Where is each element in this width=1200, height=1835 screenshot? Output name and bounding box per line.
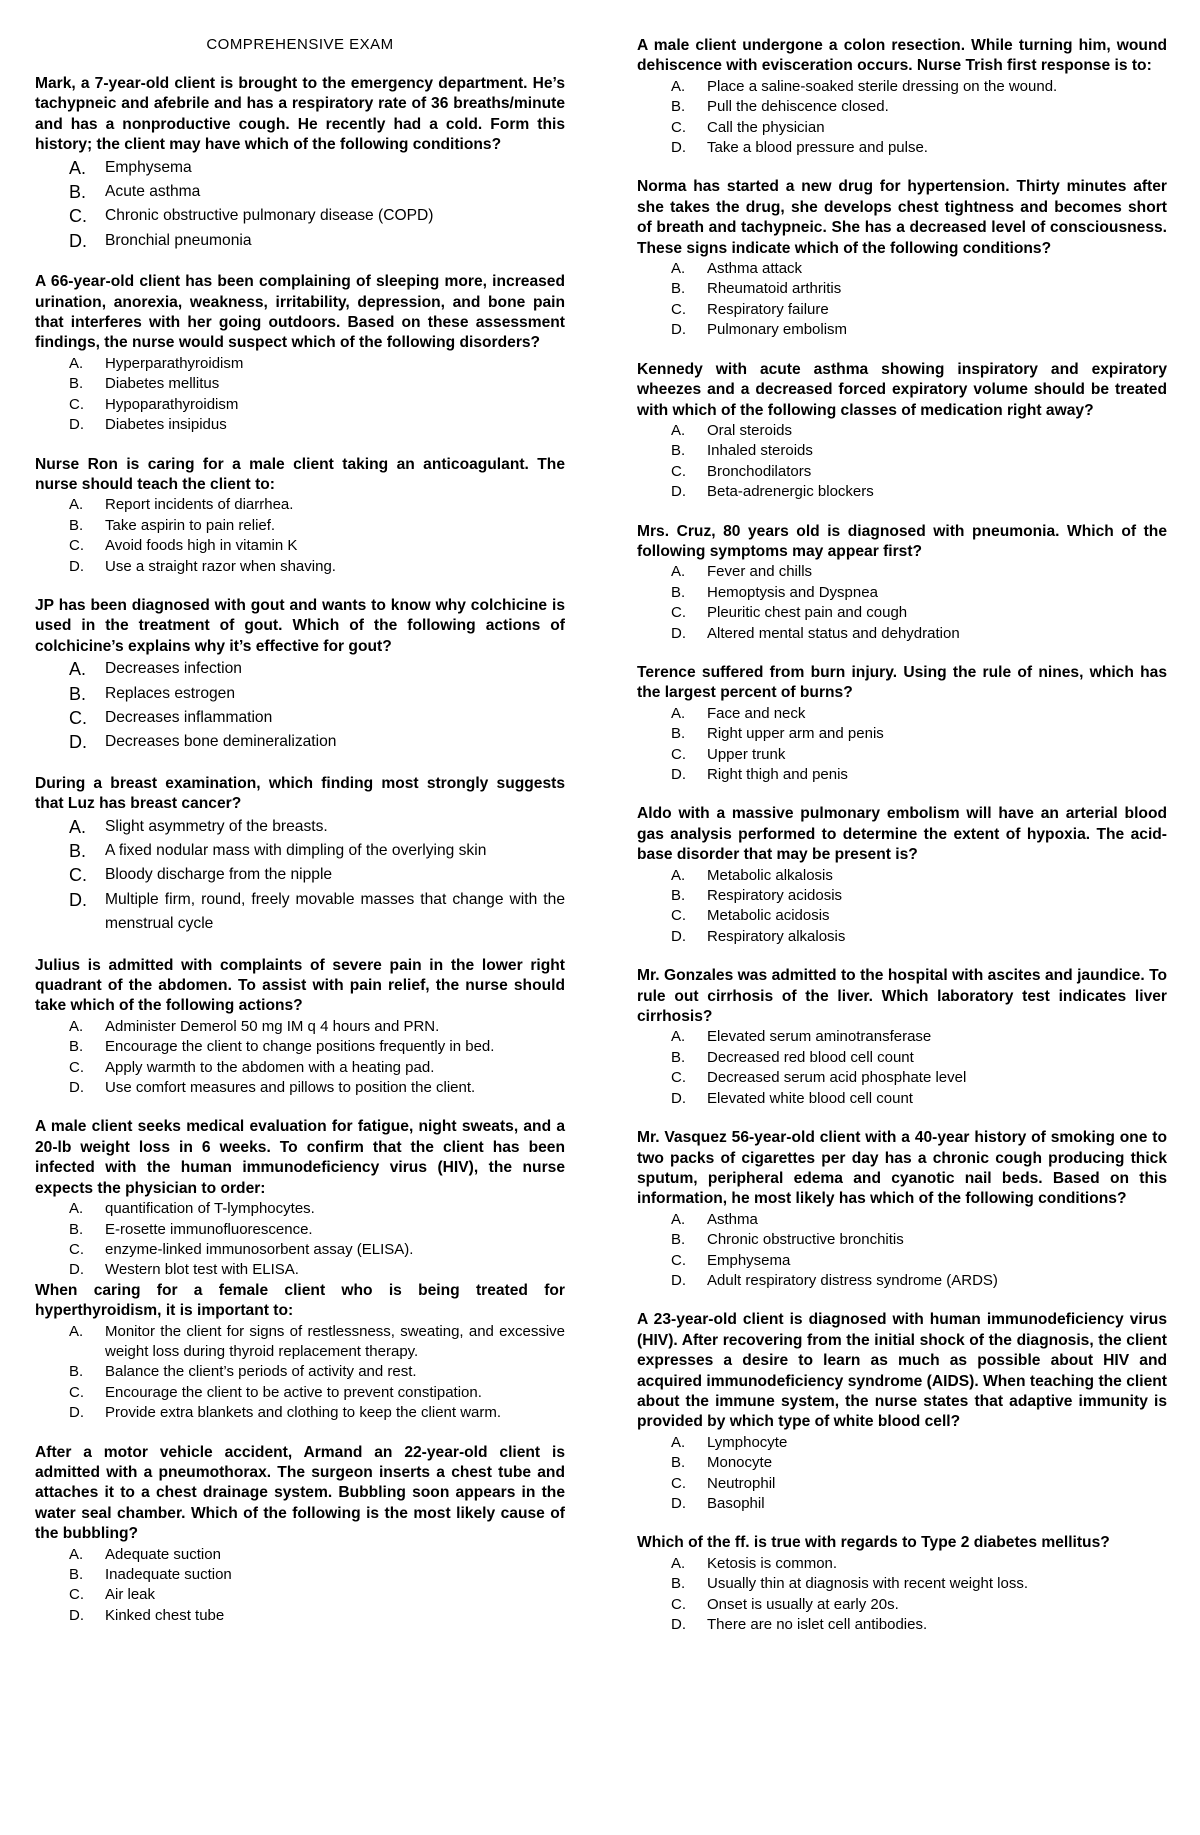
option-text: Provide extra blankets and clothing to keep the client warm. xyxy=(105,1404,502,1422)
option-letter: A. xyxy=(671,1433,686,1451)
option-letter: C. xyxy=(671,745,686,763)
option-letter: D. xyxy=(671,1495,686,1512)
option-letter: A. xyxy=(69,496,84,514)
question-text: A male client seeks medical evaluation for fatigue, night sweats, and a 20-lb weight loss in 6 weeks. To confirm that the client has been infected with the human immunodeficiency virus (HIV), the nurse expects the physician to order: xyxy=(35,1118,565,1197)
option-text: Diabetes insipidus xyxy=(105,416,227,434)
answer-option xyxy=(35,1260,565,1280)
option-text: Slight asymmetry of the breasts. xyxy=(105,817,328,835)
right-question-list xyxy=(637,36,1167,1635)
option-letter: B. xyxy=(69,1363,84,1381)
option-letter: B. xyxy=(69,375,84,393)
question-block xyxy=(637,36,1167,158)
question-text: Mr. Vasquez 56-year-old client with a 40-year history of smoking one to two packs of cigarettes per day has a chronic cough producing thick sputum, peripheral edema and cyanotic nail beds. Based on this information, he most likely has which of the following conditions? xyxy=(637,1129,1167,1208)
question-block xyxy=(637,804,1167,947)
option-text: Asthma attack xyxy=(707,260,803,278)
question-block xyxy=(637,1128,1167,1291)
option-letter: C. xyxy=(69,1586,84,1604)
question-block xyxy=(637,177,1167,340)
option-letter: D. xyxy=(671,624,686,642)
option-text: Monocyte xyxy=(707,1454,773,1472)
answer-option xyxy=(637,906,1167,926)
option-text: Onset is usually at early 20s. xyxy=(707,1595,899,1613)
answer-option xyxy=(35,415,565,435)
option-letter: A. xyxy=(69,1017,84,1035)
question-block xyxy=(35,956,565,1099)
option-text: Administer Demerol 50 mg IM q 4 hours and PRN. xyxy=(105,1017,440,1035)
option-list xyxy=(35,1322,565,1424)
option-text: Metabolic alkalosis xyxy=(707,866,833,884)
option-letter: C. xyxy=(69,1240,84,1258)
option-letter: A. xyxy=(671,563,686,581)
question-block xyxy=(35,774,565,937)
question-block xyxy=(35,1117,565,1280)
option-text: Decreases inflammation xyxy=(105,708,273,726)
option-letter: A. xyxy=(69,659,87,680)
option-letter: D. xyxy=(671,927,686,945)
option-text: Bronchodilators xyxy=(707,462,812,480)
option-letter: A. xyxy=(671,1554,686,1572)
option-text: Call the physician xyxy=(707,118,825,136)
answer-option xyxy=(35,888,565,937)
answer-option xyxy=(637,724,1167,744)
question-text: A 66-year-old client has been complaining of sleeping more, increased urination, anorexia, weakness, irritability, depression, and bone pain that interferes with her going outdoors. Based on these assessment findings, the nurse would suspect which of the following disorders? xyxy=(35,273,565,352)
answer-option xyxy=(35,395,565,415)
answer-option xyxy=(637,138,1167,158)
option-text: Chronic obstructive pulmonary disease (COPD) xyxy=(105,207,434,225)
answer-option xyxy=(35,1220,565,1240)
option-letter: B. xyxy=(69,516,84,534)
option-letter: A. xyxy=(69,354,84,372)
option-letter: C. xyxy=(671,907,686,925)
answer-option xyxy=(35,1403,565,1423)
answer-option xyxy=(35,1362,565,1382)
answer-option xyxy=(35,180,565,204)
option-list xyxy=(35,495,565,577)
option-text: A fixed nodular mass with dimpling of the overlying skin xyxy=(105,842,487,859)
option-letter: D. xyxy=(69,1261,84,1279)
answer-option xyxy=(35,815,565,839)
answer-option xyxy=(637,1271,1167,1291)
question-text: After a motor vehicle accident, Armand an 22-year-old client is admitted with a pneumothorax. The surgeon inserts a chest tube and attaches it to a chest drainage system. Bubbling soon appears in the water seal chamber. Which of the following is the most likely cause of the bubbling? xyxy=(35,1443,565,1543)
option-letter: A. xyxy=(671,704,686,722)
answer-option xyxy=(637,1474,1167,1494)
option-text: Respiratory acidosis xyxy=(707,887,843,905)
option-text: Right thigh and penis xyxy=(707,766,848,783)
option-text: Pulmonary embolism xyxy=(707,321,848,339)
answer-option xyxy=(637,279,1167,299)
question-block xyxy=(35,1281,565,1424)
question-block xyxy=(35,272,565,435)
answer-option xyxy=(35,536,565,556)
question-block xyxy=(35,1443,565,1627)
option-letter: B. xyxy=(671,583,686,601)
option-text: There are no islet cell antibodies. xyxy=(707,1616,928,1634)
answer-option xyxy=(637,1230,1167,1250)
option-letter: B. xyxy=(671,1575,686,1593)
answer-option xyxy=(637,624,1167,644)
option-text: Asthma xyxy=(707,1210,758,1228)
option-text: Use a straight razor when shaving. xyxy=(105,557,336,575)
option-letter: A. xyxy=(671,260,686,278)
option-text: Beta-adrenergic blockers xyxy=(707,483,874,501)
option-text: Pull the dehiscence closed. xyxy=(707,98,889,116)
option-letter: A. xyxy=(671,77,686,95)
question-block xyxy=(637,966,1167,1109)
option-list xyxy=(637,866,1167,948)
option-text: Diabetes mellitus xyxy=(105,375,220,393)
question-text: When caring for a female client who is being treated for hyperthyroidism, it is important to: xyxy=(35,1281,565,1320)
option-list xyxy=(637,704,1167,786)
answer-option xyxy=(637,320,1167,340)
option-letter: C. xyxy=(671,462,686,480)
option-text: Take aspirin to pain relief. xyxy=(105,516,276,534)
option-list xyxy=(35,156,565,254)
answer-option xyxy=(637,1554,1167,1574)
answer-option xyxy=(637,1615,1167,1635)
option-letter: D. xyxy=(69,732,87,753)
page-title: COMPREHENSIVE EXAM xyxy=(206,36,394,53)
left-column xyxy=(35,36,565,1645)
option-text: Face and neck xyxy=(707,704,806,722)
option-text: Decreases bone demineralization xyxy=(105,733,337,751)
answer-option xyxy=(35,706,565,730)
option-list xyxy=(35,815,565,937)
option-text: Place a saline-soaked sterile dressing on the wound. xyxy=(707,77,1058,95)
option-text: Apply warmth to the abdomen with a heating pad. xyxy=(105,1058,435,1076)
answer-option xyxy=(35,156,565,180)
option-text: Adult respiratory distress syndrome (ARDS) xyxy=(707,1271,998,1289)
question-text: During a breast examination, which finding most strongly suggests that Luz has breast cancer? xyxy=(35,774,565,813)
answer-option xyxy=(637,603,1167,623)
question-block xyxy=(35,74,565,253)
question-text: Terence suffered from burn injury. Using the rule of nines, which has the largest percent of burns? xyxy=(637,663,1167,702)
option-text: Encourage the client to be active to prevent constipation. xyxy=(105,1383,482,1401)
answer-option xyxy=(637,704,1167,724)
answer-option xyxy=(637,1453,1167,1473)
option-text: Adequate suction xyxy=(105,1545,221,1563)
option-letter: D. xyxy=(671,1271,686,1289)
option-text: Basophil xyxy=(707,1495,765,1512)
option-letter: B. xyxy=(671,98,686,116)
answer-option xyxy=(35,374,565,394)
option-letter: C. xyxy=(671,1474,686,1492)
answer-option xyxy=(35,730,565,754)
option-letter: C. xyxy=(69,537,84,555)
option-letter: A. xyxy=(69,157,87,178)
answer-option xyxy=(35,495,565,515)
answer-option xyxy=(637,1089,1167,1109)
answer-option xyxy=(35,516,565,536)
option-letter: A. xyxy=(69,1545,84,1563)
answer-option xyxy=(35,1240,565,1260)
option-text: Ketosis is common. xyxy=(707,1554,838,1572)
option-text: Respiratory alkalosis xyxy=(707,927,846,945)
option-text: Fever and chills xyxy=(707,563,813,581)
option-text: Bronchial pneumonia xyxy=(105,231,252,249)
answer-option xyxy=(637,118,1167,138)
question-block xyxy=(35,455,565,577)
answer-option xyxy=(637,745,1167,765)
answer-option xyxy=(637,886,1167,906)
option-letter: C. xyxy=(671,1595,686,1613)
answer-option xyxy=(35,1565,565,1585)
option-text: Avoid foods high in vitamin K xyxy=(105,537,298,555)
option-letter: A. xyxy=(671,1028,686,1046)
option-text: Elevated serum aminotransferase xyxy=(707,1028,932,1046)
answer-option xyxy=(35,682,565,706)
option-list xyxy=(637,1554,1167,1636)
option-text: Use comfort measures and pillows to position the client. xyxy=(105,1079,476,1097)
answer-option xyxy=(637,562,1167,582)
option-text: Emphysema xyxy=(707,1251,791,1269)
answer-option xyxy=(35,1058,565,1078)
option-letter: B. xyxy=(69,841,87,861)
answer-option xyxy=(637,97,1167,117)
question-text: Which of the ff. is true with regards to Type 2 diabetes mellitus? xyxy=(637,1534,1110,1552)
answer-option xyxy=(35,557,565,577)
option-text: quantification of T-lymphocytes. xyxy=(105,1200,315,1218)
question-block xyxy=(637,1310,1167,1514)
option-text: E-rosette immunofluorescence. xyxy=(105,1220,313,1238)
option-letter: A. xyxy=(671,421,686,439)
answer-option xyxy=(35,1585,565,1605)
option-list xyxy=(637,77,1167,159)
question-block xyxy=(637,1533,1167,1635)
option-letter: D. xyxy=(671,1089,686,1107)
option-letter: B. xyxy=(69,683,87,704)
answer-option xyxy=(35,229,565,253)
question-text: A 23-year-old client is diagnosed with human immunodeficiency virus (HIV). After recovering from the initial shock of the diagnosis, the client expresses a desire to learn as much as possible about HIV and acquired immunodeficiency syndrome (AIDS). When teaching the client about the immune system, the nurse states that adaptive immunity is provided by which type of white blood cell? xyxy=(637,1311,1167,1431)
option-letter: D. xyxy=(69,557,84,575)
option-letter: C. xyxy=(671,1069,686,1087)
option-letter: C. xyxy=(671,300,686,318)
question-text: Mrs. Cruz, 80 years old is diagnosed with pneumonia. Which of the following symptoms may appear first? xyxy=(637,522,1167,560)
option-letter: D. xyxy=(69,1404,84,1422)
answer-option xyxy=(35,1606,565,1626)
option-text: Take a blood pressure and pulse. xyxy=(707,139,928,157)
option-text: Decreased serum acid phosphate level xyxy=(707,1069,967,1087)
answer-option xyxy=(637,1048,1167,1068)
option-text: Decreased red blood cell count xyxy=(707,1048,914,1066)
answer-option xyxy=(35,1017,565,1037)
option-letter: B. xyxy=(671,1454,686,1472)
option-text: Emphysema xyxy=(105,158,192,176)
option-text: Acute asthma xyxy=(105,183,201,201)
option-letter: D. xyxy=(69,1079,84,1097)
option-letter: D. xyxy=(69,416,84,434)
option-list xyxy=(35,1545,565,1627)
option-text: Hypoparathyroidism xyxy=(105,395,239,413)
question-block xyxy=(637,360,1167,503)
option-text: Bloody discharge from the nipple xyxy=(105,866,333,884)
question-text: Julius is admitted with complaints of severe pain in the lower right quadrant of the abdomen. To assist with pain relief, the nurse should take which of the following actions? xyxy=(35,956,565,1015)
answer-option xyxy=(35,863,565,887)
option-list xyxy=(637,562,1167,644)
option-text: Western blot test with ELISA. xyxy=(105,1261,299,1279)
answer-option xyxy=(35,657,565,681)
option-list xyxy=(637,421,1167,503)
question-text: Mr. Gonzales was admitted to the hospital with ascites and jaundice. To rule out cirrhosis of the liver. Which laboratory test indicates liver cirrhosis? xyxy=(637,967,1167,1026)
answer-option xyxy=(637,462,1167,482)
answer-option xyxy=(637,927,1167,947)
option-letter: C. xyxy=(671,118,686,136)
option-text: Hyperparathyroidism xyxy=(105,354,244,372)
option-letter: D. xyxy=(671,321,686,339)
answer-option xyxy=(637,1433,1167,1453)
option-text: Multiple firm, round, freely movable masses that change with the menstrual cycle xyxy=(105,890,565,933)
option-text: Monitor the client for signs of restlessness, sweating, and excessive weight loss during thyroid replacement therapy. xyxy=(105,1322,565,1360)
option-list xyxy=(637,1210,1167,1292)
option-letter: C. xyxy=(671,604,686,622)
answer-option xyxy=(637,1210,1167,1230)
option-letter: D. xyxy=(671,139,686,157)
option-letter: C. xyxy=(69,1383,84,1401)
option-text: Inadequate suction xyxy=(105,1566,232,1583)
question-block xyxy=(637,522,1167,644)
option-letter: B. xyxy=(671,887,686,905)
option-letter: C. xyxy=(69,395,84,413)
option-list xyxy=(35,1199,565,1281)
option-letter: D. xyxy=(671,766,686,783)
answer-option xyxy=(637,421,1167,441)
question-text: Kennedy with acute asthma showing inspiratory and expiratory wheezes and a decreased forced expiratory volume should be treated with which of the following classes of medication right away? xyxy=(637,360,1167,419)
option-letter: A. xyxy=(69,1322,84,1340)
answer-option xyxy=(637,765,1167,785)
answer-option xyxy=(35,204,565,228)
option-list xyxy=(637,1433,1167,1515)
option-letter: C. xyxy=(671,1251,686,1269)
option-letter: D. xyxy=(69,230,87,251)
option-letter: C. xyxy=(69,707,87,728)
option-text: Elevated white blood cell count xyxy=(707,1089,913,1107)
option-list xyxy=(35,657,565,755)
option-list xyxy=(637,259,1167,341)
answer-option xyxy=(35,1037,565,1057)
option-letter: B. xyxy=(671,725,686,743)
answer-option xyxy=(637,441,1167,461)
option-text: Decreases infection xyxy=(105,660,242,678)
question-text: Aldo with a massive pulmonary embolism will have an arterial blood gas analysis performed to determine the extent of hypoxia. The acid-base disorder that may be present is? xyxy=(637,805,1167,864)
option-list xyxy=(35,354,565,436)
answer-option xyxy=(637,1027,1167,1047)
left-question-list xyxy=(35,74,565,1626)
option-text: Balance the client’s periods of activity and rest. xyxy=(105,1363,417,1381)
option-text: Replaces estrogen xyxy=(105,684,236,702)
answer-option xyxy=(637,866,1167,886)
answer-option xyxy=(35,839,565,863)
answer-option xyxy=(637,77,1167,97)
answer-option xyxy=(35,1322,565,1363)
question-text: A male client undergone a colon resection. While turning him, wound dehiscence with evisceration occurs. Nurse Trish first response is to: xyxy=(637,37,1167,75)
option-letter: C. xyxy=(69,1058,84,1076)
answer-option xyxy=(35,1199,565,1219)
option-letter: B. xyxy=(671,280,686,298)
option-text: Chronic obstructive bronchitis xyxy=(707,1231,904,1249)
option-text: Neutrophil xyxy=(707,1474,776,1492)
question-text: Nurse Ron is caring for a male client taking an anticoagulant. The nurse should teach the client to: xyxy=(35,455,565,493)
answer-option xyxy=(637,1494,1167,1514)
right-column xyxy=(637,36,1167,1654)
option-letter: A. xyxy=(671,1210,686,1228)
option-text: Usually thin at diagnosis with recent weight loss. xyxy=(707,1575,1028,1593)
option-letter: B. xyxy=(69,1038,84,1056)
option-list xyxy=(637,1027,1167,1109)
option-letter: B. xyxy=(69,1220,84,1238)
question-block xyxy=(35,596,565,755)
option-letter: A. xyxy=(671,866,686,884)
option-text: Rheumatoid arthritis xyxy=(707,280,842,298)
option-text: Right upper arm and penis xyxy=(707,725,884,743)
option-letter: D. xyxy=(69,1606,84,1624)
option-letter: D. xyxy=(671,483,686,501)
option-text: Hemoptysis and Dyspnea xyxy=(707,583,878,601)
answer-option xyxy=(35,1545,565,1565)
option-letter: A. xyxy=(69,1200,84,1218)
answer-option xyxy=(637,1595,1167,1615)
question-block xyxy=(637,663,1167,785)
option-text: Encourage the client to change positions frequently in bed. xyxy=(105,1038,495,1056)
option-text: Respiratory failure xyxy=(707,300,829,318)
option-letter: B. xyxy=(671,1048,686,1066)
answer-option xyxy=(637,1574,1167,1594)
option-text: Metabolic acidosis xyxy=(707,907,830,925)
answer-option xyxy=(35,1383,565,1403)
answer-option xyxy=(637,259,1167,279)
option-text: Inhaled steroids xyxy=(707,442,813,460)
option-letter: D. xyxy=(671,1616,686,1634)
option-letter: C. xyxy=(69,865,87,886)
option-letter: C. xyxy=(69,206,87,227)
option-text: Pleuritic chest pain and cough xyxy=(707,604,908,622)
option-text: Lymphocyte xyxy=(707,1433,788,1451)
answer-option xyxy=(637,300,1167,320)
answer-option xyxy=(35,1078,565,1098)
option-letter: A. xyxy=(69,816,87,837)
question-text: JP has been diagnosed with gout and wants to know why colchicine is used in the treatment of gout. Which of the following actions of colchicine’s explains why it’s effective for gout? xyxy=(35,596,565,655)
option-letter: B. xyxy=(69,182,87,203)
answer-option xyxy=(35,354,565,374)
answer-option xyxy=(637,1251,1167,1271)
answer-option xyxy=(637,1068,1167,1088)
option-letter: B. xyxy=(671,1231,686,1249)
option-letter: D. xyxy=(69,889,87,910)
option-text: enzyme-linked immunosorbent assay (ELISA). xyxy=(105,1240,414,1258)
option-text: Oral steroids xyxy=(707,421,793,439)
question-text: Norma has started a new drug for hypertension. Thirty minutes after she takes the drug, she develops chest tightness and becomes short of breath and tachypneic. She has a decreased level of consciousness. These signs indicate which of the following conditions? xyxy=(637,178,1167,257)
option-letter: B. xyxy=(69,1566,84,1583)
answer-option xyxy=(637,482,1167,502)
option-letter: B. xyxy=(671,442,686,460)
question-text: Mark, a 7-year-old client is brought to the emergency department. He’s tachypneic and afebrile and has a respiratory rate of 36 breaths/minute and has a nonproductive cough. He recently had a cold. Form this history; the client may have which of the following conditions? xyxy=(35,75,565,154)
option-text: Kinked chest tube xyxy=(105,1606,225,1624)
option-text: Altered mental status and dehydration xyxy=(707,624,960,642)
option-text: Upper trunk xyxy=(707,745,786,763)
option-text: Report incidents of diarrhea. xyxy=(105,496,294,514)
answer-option xyxy=(637,583,1167,603)
option-text: Air leak xyxy=(105,1586,156,1604)
option-list xyxy=(35,1017,565,1099)
